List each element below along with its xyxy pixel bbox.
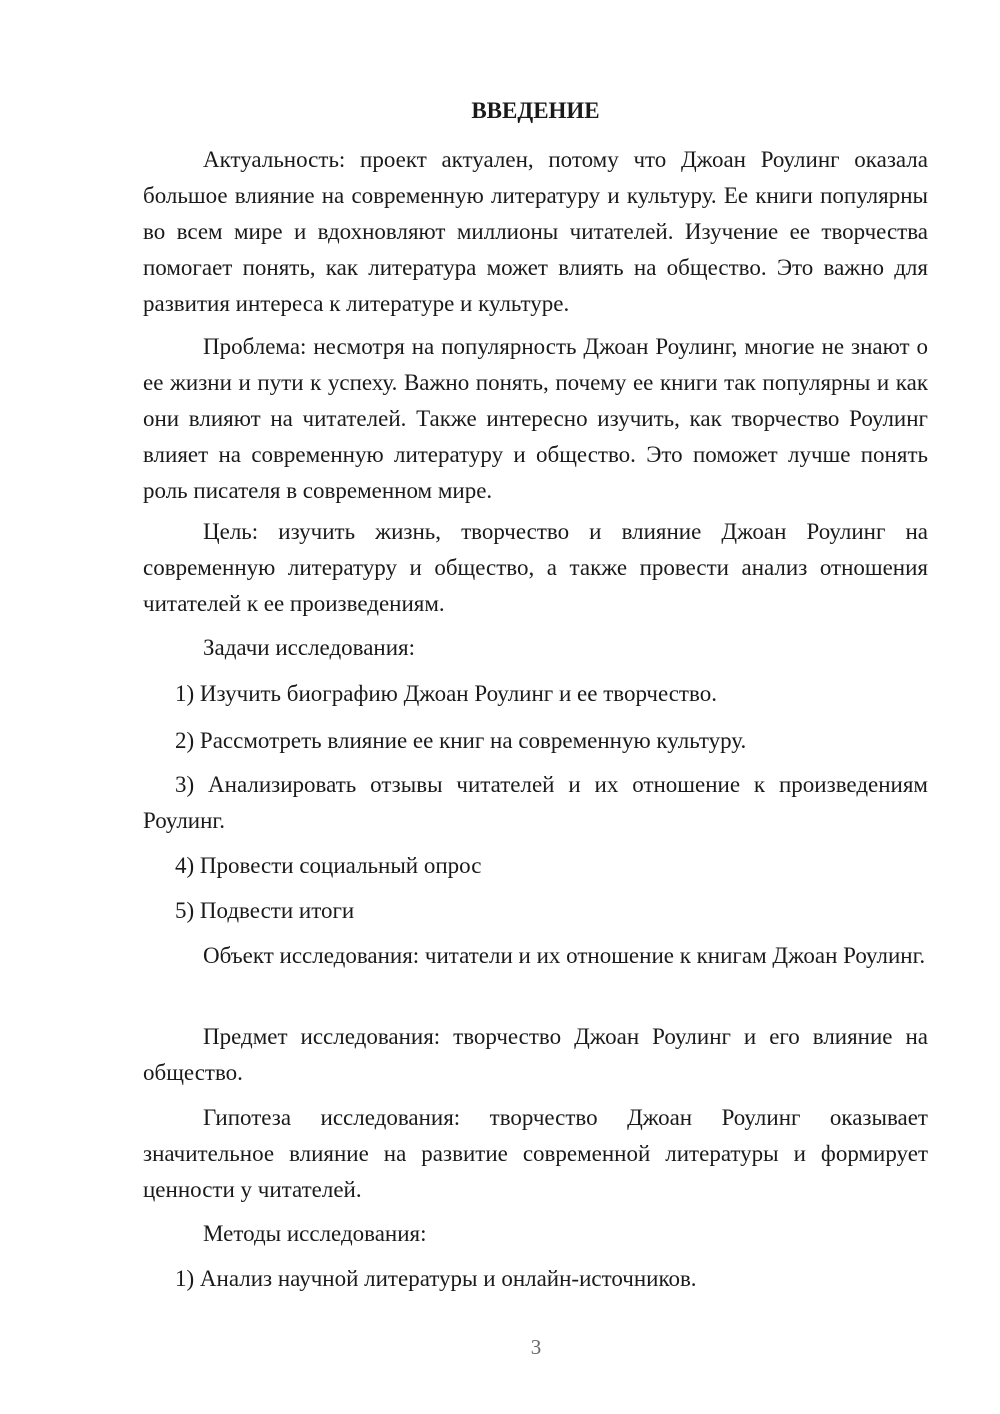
- relevance-paragraph: Актуальность: проект актуален, потому что Джоан Роулинг оказала большое влияние на современную литературу и культуру. Ее книги популярны во всем мире и вдохновляют миллионы читателей. Изучение ее творчества помогает понять, как литература может влиять на общество. Это важно для развития интереса к литературе и культуре.: [143, 147, 928, 316]
- page-number: 3: [530, 1335, 542, 1359]
- object-paragraph: Объект исследования: читатели и их отношение к книгам Джоан Роулинг.: [203, 943, 926, 968]
- task-item: 4) Провести социальный опрос: [175, 853, 482, 878]
- hypothesis-paragraph: Гипотеза исследования: творчество Джоан Роулинг оказывает значительное влияние на развитие современной литературы и формирует ценности у читателей.: [143, 1105, 928, 1202]
- problem-paragraph: Проблема: несмотря на популярность Джоан Роулинг, многие не знают о ее жизни и пути к успеху. Важно понять, почему ее книги так популярны и как они влияют на читателей. Также интересно изучить, как творчество Роулинг влияет на современную литературу и общество. Это поможет лучше понять роль писателя в современном мире.: [143, 334, 928, 503]
- goal-paragraph: Цель: изучить жизнь, творчество и влияние Джоан Роулинг на современную литературу и общество, а также провести анализ отношения читателей к ее произведениям.: [143, 519, 928, 616]
- task-item: 5) Подвести итоги: [175, 898, 355, 923]
- methods-heading: Методы исследования:: [203, 1221, 427, 1246]
- task-item: 2) Рассмотреть влияние ее книг на современную культуру.: [175, 728, 747, 753]
- task-item: 1) Изучить биографию Джоан Роулинг и ее творчество.: [175, 681, 717, 706]
- tasks-heading: Задачи исследования:: [203, 635, 416, 660]
- method-item: 1) Анализ научной литературы и онлайн-источников.: [175, 1266, 697, 1291]
- subject-paragraph: Предмет исследования: творчество Джоан Роулинг и его влияние на общество.: [143, 1024, 928, 1085]
- task-item: 3) Анализировать отзывы читателей и их отношение к произведениям Роулинг.: [143, 772, 928, 833]
- section-title: ВВЕДЕНИЕ: [471, 98, 600, 123]
